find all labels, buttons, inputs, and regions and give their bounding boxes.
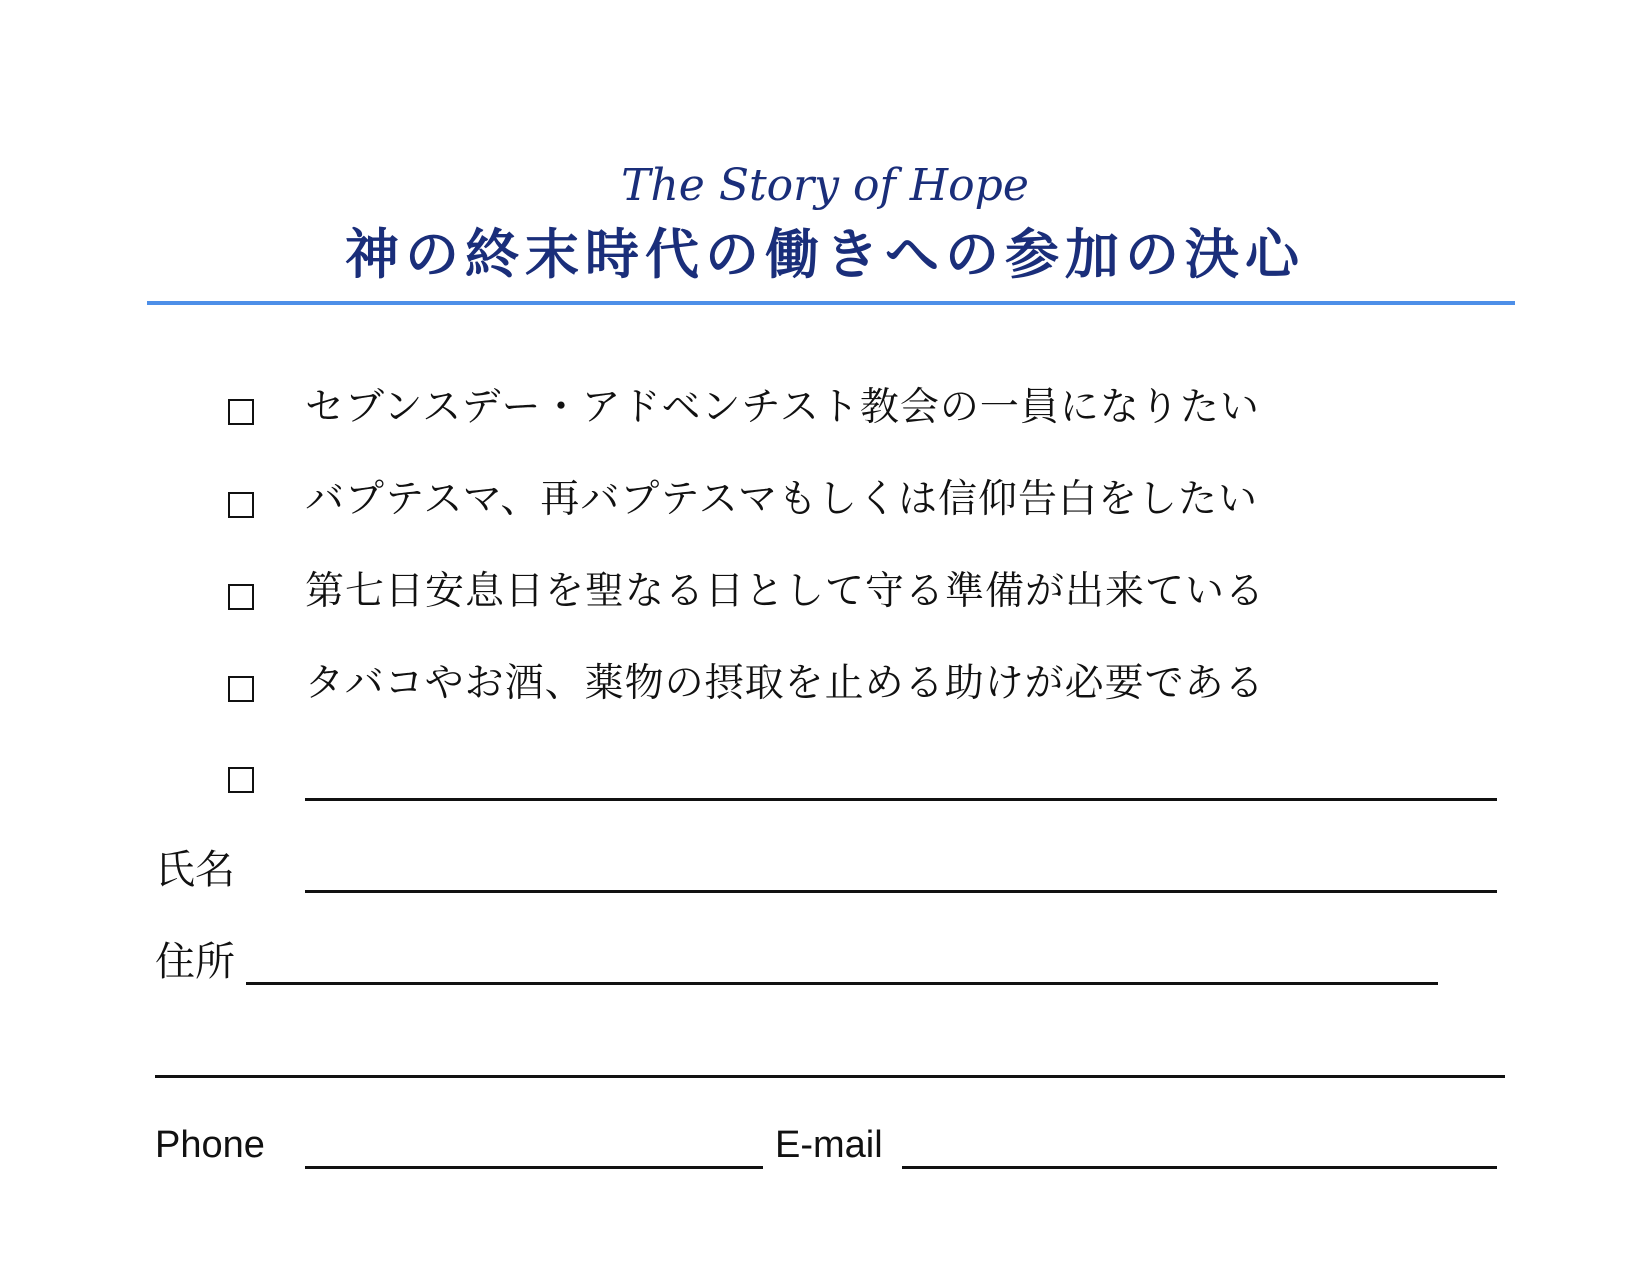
form-title: 神の終末時代の働きへの参加の決心: [345, 223, 1305, 286]
option-label-member: セブンスデー・アドベンチスト教会の一員になりたい: [305, 385, 1260, 430]
form-subtitle: The Story of Hope: [621, 160, 1029, 211]
option-label-baptism: バプテスマ、再バプテスマもしくは信仰告白をしたい: [305, 477, 1258, 522]
address-line-2[interactable]: [155, 1075, 1505, 1078]
option-checkbox-member[interactable]: [228, 399, 254, 425]
option-label-sabbath: 第七日安息日を聖なる日として守る準備が出来ている: [305, 569, 1266, 614]
option-checkbox-sabbath[interactable]: [228, 584, 254, 610]
email-line[interactable]: [902, 1166, 1497, 1169]
title-divider: [147, 301, 1515, 305]
option-checkbox-baptism[interactable]: [228, 492, 254, 518]
option-checkbox-help[interactable]: [228, 676, 254, 702]
address-line-1[interactable]: [246, 982, 1438, 985]
name-label: 氏名: [155, 847, 235, 893]
name-line[interactable]: [305, 890, 1497, 893]
phone-line[interactable]: [305, 1166, 763, 1169]
address-label: 住所: [155, 939, 235, 985]
option-label-help: タバコやお酒、薬物の摂取を止める助けが必要である: [305, 661, 1265, 706]
option-checkbox-other[interactable]: [228, 767, 254, 793]
email-label: E-mail: [775, 1124, 883, 1166]
option-other-line[interactable]: [305, 798, 1497, 801]
phone-label: Phone: [155, 1124, 265, 1166]
